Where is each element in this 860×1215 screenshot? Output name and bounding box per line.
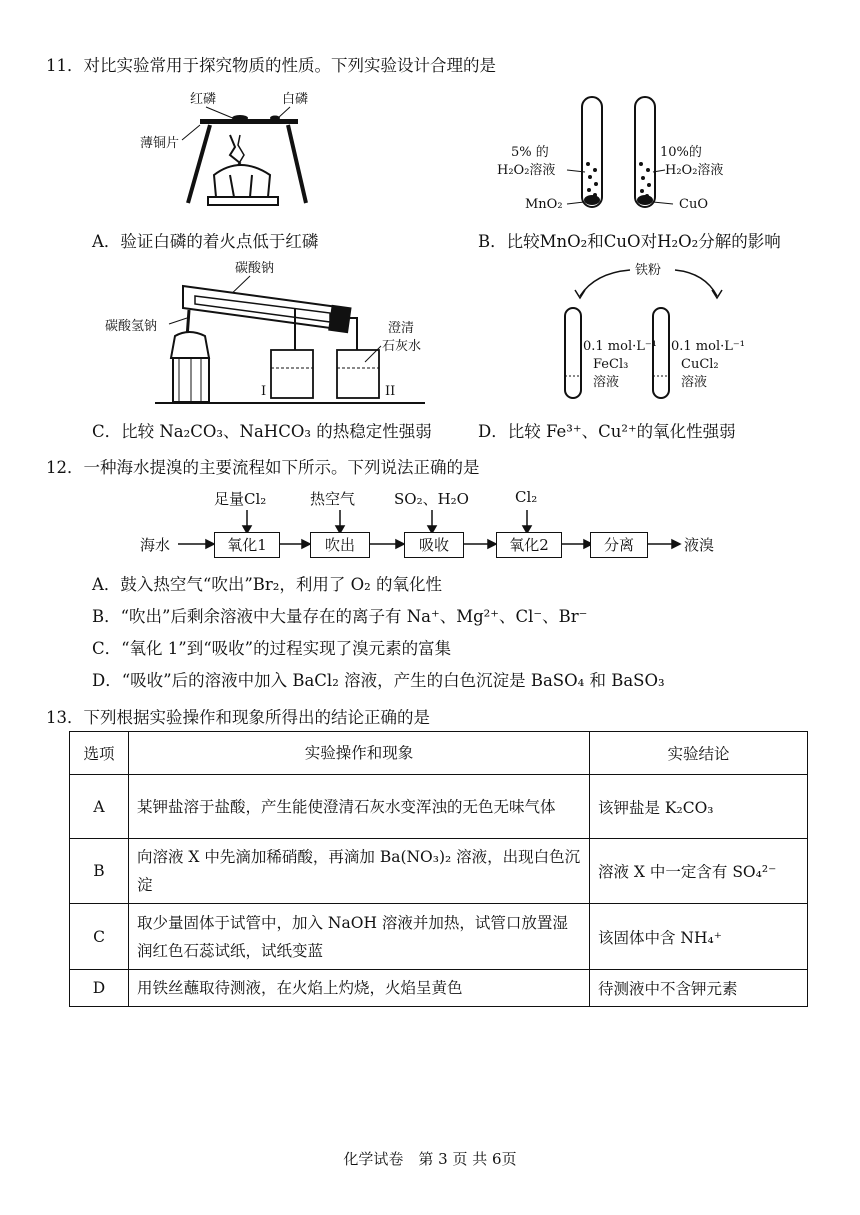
flow-step-oxidation-1: 氧化1	[214, 532, 280, 558]
q11-option-b: B．比较MnO₂和CuO对H₂O₂分解的影响	[478, 232, 781, 251]
q11-title: 11．对比实验常用于探究物质的性质。下列实验设计合理的是	[46, 56, 496, 75]
q12-option-d: D．“吸收”后的溶液中加入 BaCl₂ 溶液，产生的白色沉淀是 BaSO₄ 和 BaSO₃	[92, 671, 665, 690]
q12-option-c: C．“氧化 1”到“吸收”的过程实现了溴元素的富集	[92, 639, 452, 658]
label-limewater-1: 澄清	[388, 321, 415, 336]
q12-title: 12．一种海水提溴的主要流程如下所示。下列说法正确的是	[46, 458, 480, 477]
label-cuo: CuO	[679, 197, 708, 212]
figure-a-phosphorus-apparatus	[140, 85, 310, 215]
flow-input-2: 热空气	[310, 490, 356, 508]
q11-option-d: D．比较 Fe³⁺、Cu²⁺的氧化性强弱	[478, 422, 736, 441]
flow-step-blow-out: 吹出	[310, 532, 370, 558]
label-sodium-bicarbonate: 碳酸氢钠	[105, 319, 158, 334]
flow-end-liquid-bromine: 液溴	[684, 536, 715, 554]
table-header-row	[70, 732, 808, 775]
label-fecl3: FeCl₃	[593, 357, 629, 372]
label-fecl3-solution: 溶液	[593, 375, 620, 390]
row-conclusion: 该固体中含 NH₄⁺	[590, 904, 808, 970]
row-option: B	[70, 839, 129, 904]
flow-input-3: SO₂、H₂O	[394, 490, 469, 508]
row-operation: 某钾盐溶于盐酸，产生能使澄清石灰水变浑浊的无色无味气体	[129, 775, 590, 839]
header-option: 选项	[70, 732, 129, 775]
flow-step-absorb: 吸收	[404, 532, 464, 558]
figure-c-thermal-stability-apparatus	[105, 258, 430, 408]
experiment-table	[69, 731, 808, 1007]
header-operation: 实验操作和现象	[129, 732, 590, 775]
label-red-phosphorus: 红磷	[190, 92, 217, 107]
label-sodium-carbonate: 碳酸钠	[235, 261, 275, 276]
figure-b-test-tubes	[495, 92, 745, 214]
q11-option-a: A．验证白磷的着火点低于红磷	[92, 232, 319, 251]
label-cucl2: CuCl₂	[681, 357, 719, 372]
label-beaker-i: I	[261, 384, 267, 399]
label-fecl3-concentration: 0.1 mol·L⁻¹	[583, 339, 657, 354]
table-row	[70, 904, 808, 970]
label-left-concentration: 5% 的	[511, 145, 549, 160]
page-footer: 化学试卷 第 3 页 共 6页	[343, 1150, 517, 1168]
row-operation: 向溶液 X 中先滴加稀硝酸，再滴加 Ba(NO₃)₂ 溶液，出现白色沉淀	[129, 839, 590, 904]
label-right-solution: H₂O₂溶液	[665, 163, 724, 178]
header-conclusion: 实验结论	[590, 732, 808, 775]
label-mno2: MnO₂	[525, 197, 563, 212]
label-limewater-2: 石灰水	[382, 339, 422, 354]
row-conclusion: 该钾盐是 K₂CO₃	[590, 775, 808, 839]
row-conclusion: 待测液中不含钾元素	[590, 970, 808, 1007]
flow-input-1: 足量Cl₂	[214, 490, 267, 508]
label-left-solution: H₂O₂溶液	[497, 163, 556, 178]
row-option: D	[70, 970, 129, 1007]
q11-option-c: C．比较 Na₂CO₃、NaHCO₃ 的热稳定性强弱	[92, 422, 432, 441]
row-operation: 用铁丝蘸取待测液，在火焰上灼烧，火焰呈黄色	[129, 970, 590, 1007]
row-operation: 取少量固体于试管中，加入 NaOH 溶液并加热，试管口放置湿润红色石蕊试纸，试纸变蓝	[129, 904, 590, 970]
table-row	[70, 775, 808, 839]
flow-start-seawater: 海水	[140, 536, 171, 554]
q13-title: 13．下列根据实验操作和现象所得出的结论正确的是	[46, 708, 430, 727]
label-copper-sheet: 薄铜片	[140, 136, 180, 151]
row-option: C	[70, 904, 129, 970]
row-option: A	[70, 775, 129, 839]
q12-option-b: B．“吹出”后剩余溶液中大量存在的离子有 Na⁺、Mg²⁺、Cl⁻、Br⁻	[92, 607, 588, 626]
table-row	[70, 970, 808, 1007]
label-cucl2-solution: 溶液	[681, 375, 708, 390]
label-white-phosphorus: 白磷	[282, 92, 309, 107]
label-iron-powder: 铁粉	[635, 263, 662, 278]
flow-step-oxidation-2: 氧化2	[496, 532, 562, 558]
table-row	[70, 839, 808, 904]
figure-d-oxidation-tubes	[555, 258, 755, 403]
flow-input-4: Cl₂	[515, 488, 538, 506]
label-right-concentration: 10%的	[660, 145, 702, 160]
flow-step-separate: 分离	[590, 532, 648, 558]
label-beaker-ii: II	[385, 384, 396, 399]
q12-option-a: A．鼓入热空气“吹出”Br₂，利用了 O₂ 的氧化性	[92, 575, 443, 594]
row-conclusion: 溶液 X 中一定含有 SO₄²⁻	[590, 839, 808, 904]
label-cucl2-concentration: 0.1 mol·L⁻¹	[671, 339, 745, 354]
